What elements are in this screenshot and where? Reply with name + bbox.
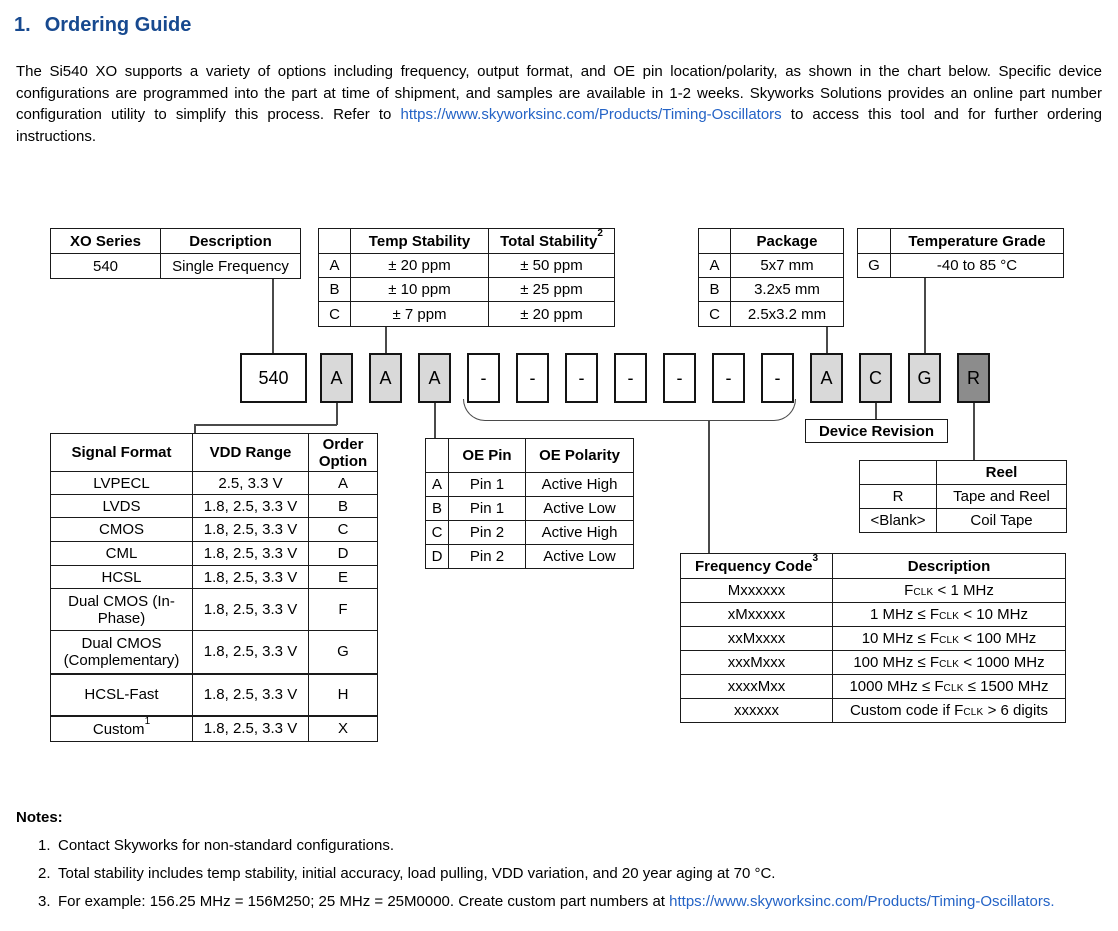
connector-format-box-down	[336, 403, 338, 425]
cell: 1.8, 2.5, 3.3 V	[193, 566, 309, 589]
cell: Pin 2	[449, 521, 526, 545]
cell: xxxxxx	[681, 699, 833, 723]
part-number-box-freq-digit: -	[565, 353, 598, 403]
part-number-box-package: A	[810, 353, 843, 403]
footnote-ref: 2	[597, 228, 603, 239]
cell: 3.2x5 mm	[731, 278, 844, 302]
cell: Tape and Reel	[937, 485, 1067, 509]
stability-table	[318, 228, 615, 327]
part-number-box-reel: R	[957, 353, 990, 403]
cell: 100 MHz ≤ FCLK < 1000 MHz	[833, 651, 1066, 675]
part-number-box-freq-digit: -	[467, 353, 500, 403]
note-text: Contact Skyworks for non-standard configurations.	[58, 837, 394, 854]
intro-text-after: to access this tool and for further ordering instructions.	[16, 106, 1103, 145]
cell: 1.8, 2.5, 3.3 V	[193, 518, 309, 542]
cell: xMxxxxx	[681, 603, 833, 627]
cell: LVPECL	[51, 472, 193, 495]
note-item	[38, 862, 1108, 885]
connector-brace-to-freq-table	[708, 420, 710, 553]
blank-header-cell	[699, 229, 731, 254]
cell: ± 20 ppm	[489, 302, 615, 327]
cell: 2.5, 3.3 V	[193, 472, 309, 495]
package-table	[698, 228, 844, 327]
cell: Active High	[526, 473, 634, 497]
cell: C	[319, 302, 351, 327]
cell: Custom$^1$	[51, 716, 193, 742]
cell: 5x7 mm	[731, 254, 844, 278]
cell: Coil Tape	[937, 509, 1067, 533]
notes-heading: Notes:	[16, 809, 63, 826]
cell: E	[309, 566, 378, 589]
cell: Dual CMOS (Complementary)	[51, 631, 193, 674]
part-number-box-grade: G	[908, 353, 941, 403]
header-cell: VDD Range	[193, 434, 309, 472]
device-revision-label: Device Revision	[805, 419, 948, 443]
blank-header-cell	[426, 439, 449, 473]
part-number-box-freq-digit: -	[712, 353, 745, 403]
cell: B	[309, 495, 378, 518]
cell: LVDS	[51, 495, 193, 518]
cell: C	[699, 302, 731, 327]
header-cell: OE Polarity	[526, 439, 634, 473]
cell: A	[319, 254, 351, 278]
header-cell: Total Stability$^2$	[489, 229, 615, 254]
cell: CML	[51, 542, 193, 566]
header-cell: Temp Stability	[351, 229, 489, 254]
footnote-ref: 1	[144, 715, 151, 727]
cell: Custom code if FCLK > 6 digits	[833, 699, 1066, 723]
cell: 1.8, 2.5, 3.3 V	[193, 674, 309, 716]
header-cell: Reel	[937, 461, 1067, 485]
cell: Single Frequency	[161, 254, 301, 279]
timing-oscillators-link[interactable]: https://www.skyworksinc.com/Products/Timing-Oscillators	[400, 106, 782, 123]
cell: R	[860, 485, 937, 509]
cell: 1 MHz ≤ FCLK < 10 MHz	[833, 603, 1066, 627]
temperature-grade-table	[857, 228, 1064, 278]
cell: H	[309, 674, 378, 716]
connector-format-to-table	[194, 424, 196, 433]
cell: HCSL-Fast	[51, 674, 193, 716]
cell: Dual CMOS (In-Phase)	[51, 589, 193, 631]
cell: 1.8, 2.5, 3.3 V	[193, 495, 309, 518]
cell: 1.8, 2.5, 3.3 V	[193, 631, 309, 674]
cell: ± 20 ppm	[351, 254, 489, 278]
cell: 1000 MHz ≤ FCLK ≤ 1500 MHz	[833, 675, 1066, 699]
notes-section	[16, 806, 1108, 913]
reel-table	[859, 460, 1067, 533]
connector-format-elbow	[194, 424, 337, 426]
cell: -40 to 85 °C	[891, 254, 1064, 278]
cell: 2.5x3.2 mm	[731, 302, 844, 327]
part-number-box-stability: A	[369, 353, 402, 403]
note-text: Total stability includes temp stability, initial accuracy, load pulling, VDD variation, and 20 year aging at 70 °C.	[58, 865, 776, 882]
header-cell: Package	[731, 229, 844, 254]
cell: X	[309, 716, 378, 742]
cell: G	[309, 631, 378, 674]
header-cell: Frequency Code$^3$	[681, 554, 833, 579]
connector-revision-box-down	[875, 403, 877, 419]
note-number: 3.	[38, 893, 51, 910]
cell: xxxMxxx	[681, 651, 833, 675]
cell: A	[309, 472, 378, 495]
cell: 1.8, 2.5, 3.3 V	[193, 542, 309, 566]
cell: xxxxMxx	[681, 675, 833, 699]
cell: ± 25 ppm	[489, 278, 615, 302]
cell: FCLK < 1 MHz	[833, 579, 1066, 603]
cell: D	[426, 545, 449, 569]
part-number-box-revision: C	[859, 353, 892, 403]
cell: Pin 2	[449, 545, 526, 569]
cell: xxMxxxx	[681, 627, 833, 651]
connector-description-to-540	[272, 277, 274, 353]
cell: Active High	[526, 521, 634, 545]
part-number-box-freq-digit: -	[614, 353, 647, 403]
cell: CMOS	[51, 518, 193, 542]
part-number-box-oe: A	[418, 353, 451, 403]
cell: B	[426, 497, 449, 521]
part-number-box-freq-digit: -	[761, 353, 794, 403]
note-number: 2.	[38, 865, 51, 882]
cell: G	[858, 254, 891, 278]
note3-timing-oscillators-link[interactable]: https://www.skyworksinc.com/Products/Timing-Oscillators.	[669, 893, 1055, 910]
signal-format-table	[50, 433, 378, 742]
part-number-box-freq-digit: -	[663, 353, 696, 403]
part-number-box-format: A	[320, 353, 353, 403]
header-cell: OE Pin	[449, 439, 526, 473]
note-item	[38, 890, 1108, 913]
cell: Pin 1	[449, 497, 526, 521]
cell: 540	[51, 254, 161, 279]
connector-package-to-box	[826, 326, 828, 353]
cell: Active Low	[526, 497, 634, 521]
header-cell: XO Series	[51, 229, 161, 254]
connector-reel-box-down	[973, 403, 975, 460]
cell: B	[699, 278, 731, 302]
section-title: Ordering Guide	[44, 14, 192, 36]
blank-header-cell	[319, 229, 351, 254]
connector-grade-to-box	[924, 277, 926, 353]
cell: F	[309, 589, 378, 631]
section-number: 1.	[14, 14, 31, 36]
oe-table	[425, 438, 634, 569]
cell: ± 50 ppm	[489, 254, 615, 278]
cell: 1.8, 2.5, 3.3 V	[193, 589, 309, 631]
header-cell: Temperature Grade	[891, 229, 1064, 254]
blank-header-cell	[860, 461, 937, 485]
blank-header-cell	[858, 229, 891, 254]
cell: A	[699, 254, 731, 278]
intro-paragraph	[16, 61, 1102, 147]
cell: C	[309, 518, 378, 542]
intro-text-before: The Si540 XO supports a variety of options including frequency, output format, and OE pin location/polarity, as shown in the chart below. Specific device configurations are programmed into the part at time of shipment, and samples are available in 1-2 weeks. Skyworks Solutions provides an online part number configuration utility to simplify this process. Refer to	[16, 63, 1102, 123]
cell: 1.8, 2.5, 3.3 V	[193, 716, 309, 742]
cell: Active Low	[526, 545, 634, 569]
footnote-ref: 3	[812, 553, 819, 564]
cell: C	[426, 521, 449, 545]
cell: Pin 1	[449, 473, 526, 497]
cell: HCSL	[51, 566, 193, 589]
cell: D	[309, 542, 378, 566]
header-cell: Description	[161, 229, 301, 254]
cell: A	[426, 473, 449, 497]
header-cell: Signal Format	[51, 434, 193, 472]
connector-stability-to-box	[385, 326, 387, 353]
xo-series-table	[50, 228, 301, 279]
cell: <Blank>	[860, 509, 937, 533]
note-item	[38, 834, 1108, 857]
note-text: For example: 156.25 MHz = 156M250; 25 MHz = 25M0000. Create custom part numbers at https://www.skyworksinc.com/Products/Timing-Oscillators.	[58, 893, 1055, 910]
cell: ± 7 ppm	[351, 302, 489, 327]
header-cell: Order Option	[309, 434, 378, 472]
page-title	[14, 14, 191, 37]
cell: ± 10 ppm	[351, 278, 489, 302]
part-number-box-freq-digit: -	[516, 353, 549, 403]
frequency-code-table	[680, 553, 1066, 723]
cell: Mxxxxxx	[681, 579, 833, 603]
part-number-box-series: 540	[240, 353, 307, 403]
connector-oe-box-to-table	[434, 403, 436, 438]
header-cell: Description	[833, 554, 1066, 579]
cell: B	[319, 278, 351, 302]
note-number: 1.	[38, 837, 51, 854]
cell: 10 MHz ≤ FCLK < 100 MHz	[833, 627, 1066, 651]
